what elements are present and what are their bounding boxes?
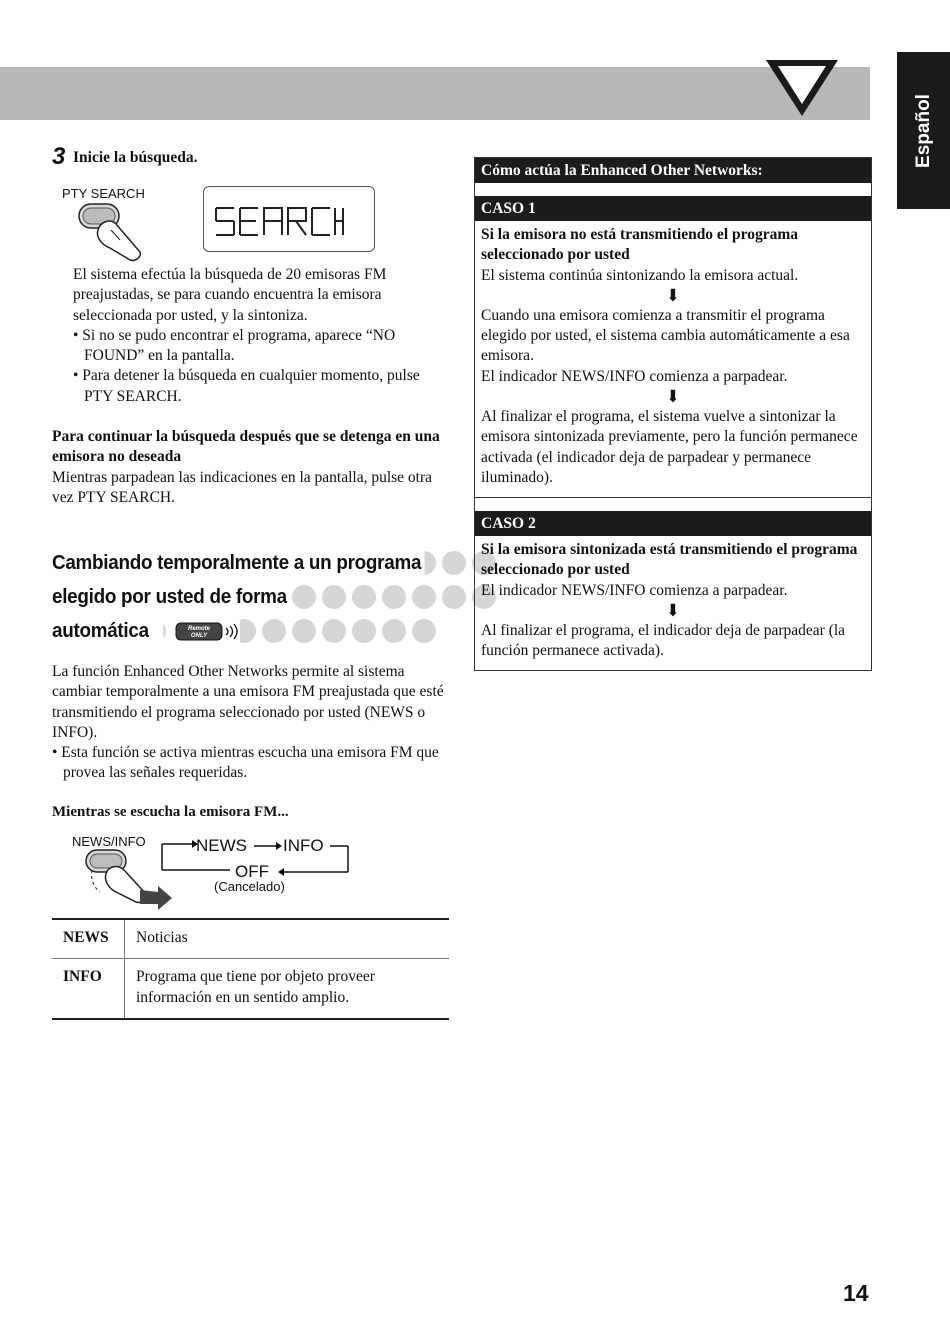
lcd-display [203, 186, 375, 252]
case2-condition: Si la emisora sintonizada está transmitiendo el programa seleccionado por usted [481, 541, 858, 579]
box-title: Cómo actúa la Enhanced Other Networks: [475, 158, 871, 183]
case2-label: CASO 2 [475, 511, 871, 536]
cycle-off-label: OFF [235, 862, 269, 881]
case1-text: El indicador NEWS/INFO comienza a parpadear. [481, 367, 788, 385]
case1-body [475, 221, 871, 497]
search-description-text: El sistema efectúa la búsqueda de 20 emisoras FM preajustadas, se para cuando encuentra la emisora seleccionada por usted, y la sintoniza. [73, 266, 387, 324]
cycle-info-label: INFO [283, 836, 324, 855]
continue-search-title: Para continuar la búsqueda después que se detenga en una emisora no deseada [52, 428, 440, 466]
cycle-news-label: NEWS [196, 836, 247, 855]
intro-section [52, 662, 449, 784]
section-heading [52, 546, 447, 646]
section-heading-line: elegido por usted de forma [52, 580, 291, 614]
section-heading-line [52, 614, 164, 648]
bullet-item: • Si no se pudo encontrar el programa, aparece “NO FOUND” en la pantalla. [73, 326, 396, 365]
while-listening-label: Mientras se escucha la emisora FM... [52, 804, 289, 820]
case1-label: CASO 1 [475, 196, 871, 221]
section-heading-line-text: automática [52, 619, 149, 642]
cycle-cancelled-label: (Cancelado) [214, 879, 285, 894]
eon-info-box [474, 157, 872, 671]
bullet-item: • Para detener la búsqueda en cualquier momento, pulse PTY SEARCH. [73, 367, 420, 405]
section-heading-line: Cambiando temporalmente a un programa [52, 546, 425, 580]
case1-text: Al finalizar el programa, el sistema vuelve a sintonizar la emisora sintonizada previamente, pero la función permanece activada (el indicador deja de parpadear y permanece iluminado). [481, 408, 858, 486]
intro-text: La función Enhanced Other Networks permite al sistema cambiar temporalmente a una emisora FM preajustada que esté transmitiendo el programa seleccionado por usted (NEWS o INFO). [52, 663, 444, 741]
definition-table [52, 918, 449, 1020]
down-arrow-icon: ⬇ [665, 387, 681, 407]
table-row [52, 920, 449, 958]
continue-search-body: Mientras parpadean las indicaciones en la pantalla, pulse otra vez PTY SEARCH. [52, 468, 433, 506]
step-title: Inicie la búsqueda. [73, 149, 198, 166]
svg-text:Remote: Remote [187, 626, 211, 632]
language-tab-label: Español [912, 93, 934, 168]
case2-text: El indicador NEWS/INFO comienza a parpadear. [481, 581, 788, 599]
language-tab [897, 52, 950, 209]
table-value: Noticias [136, 929, 188, 946]
table-key: NEWS [52, 920, 125, 958]
step-number: 3 [52, 143, 66, 170]
svg-text:ONLY: ONLY [190, 633, 208, 639]
case1-text: Cuando una emisora comienza a transmitir el programa elegido por usted, el sistema cambia automáticamente a esa emisora. [481, 306, 850, 365]
page-number: 14 [843, 1280, 869, 1306]
bullet-item: • Esta función se activa mientras escucha una emisora FM que provea las señales requeridas. [52, 744, 439, 782]
news-info-button-label: NEWS/INFO [72, 834, 146, 849]
table-row [52, 958, 449, 1018]
table-key: INFO [52, 959, 125, 1018]
decorative-dots [292, 585, 496, 609]
down-arrow-icon: ⬇ [665, 285, 681, 305]
case2-text: Al finalizar el programa, el indicador deja de parpadear (la función permanece activada). [481, 621, 846, 660]
header-band [0, 67, 870, 120]
remote-only-badge [172, 619, 240, 644]
down-arrow-icon: ⬇ [665, 600, 681, 620]
triangle-marker-icon [764, 58, 840, 118]
pty-search-button-icon [70, 200, 150, 266]
continue-search-section [52, 427, 449, 508]
case2-body [475, 536, 871, 661]
search-description [73, 265, 449, 407]
case1-text: El sistema continúa sintonizando la emisora actual. [481, 266, 799, 284]
case1-condition: Si la emisora no está transmitiendo el programa seleccionado por usted [481, 226, 799, 264]
pty-search-label: PTY SEARCH [62, 186, 145, 201]
lcd-display-text [214, 205, 344, 239]
table-value: Programa que tiene por objeto proveer información en un sentido amplio. [136, 968, 375, 1006]
